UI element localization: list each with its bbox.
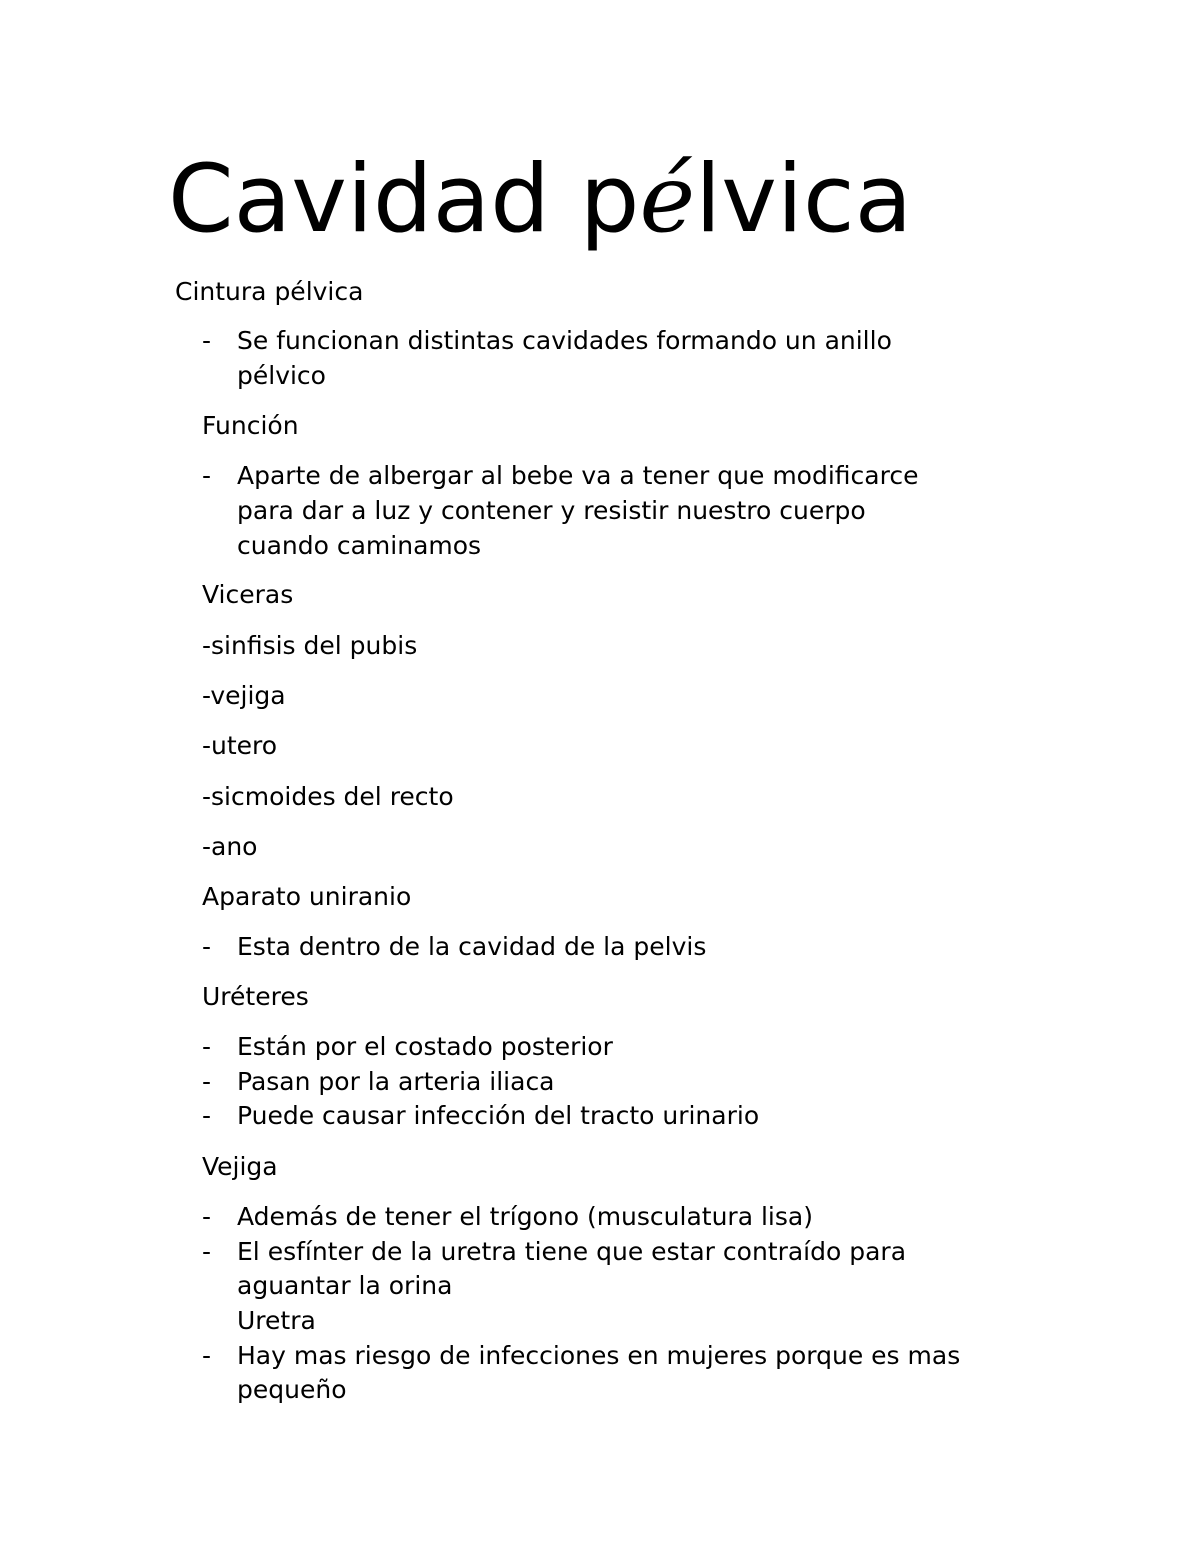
bullet-dash: - xyxy=(202,932,212,961)
list-item-line: Hay mas riesgo de infecciones en mujeres porque es mas xyxy=(237,1341,961,1370)
list-item-line: aguantar la orina xyxy=(237,1271,453,1300)
bullet-dash: - xyxy=(202,1067,212,1096)
list-item-line: cuando caminamos xyxy=(237,531,482,560)
section-heading-ureteres: Uréteres xyxy=(202,982,309,1011)
list-item-line: -sinfisis del pubis xyxy=(202,631,418,660)
section-heading-cintura: Cintura pélvica xyxy=(175,277,364,306)
section-heading-aparato: Aparato uniranio xyxy=(202,882,412,911)
bullet-dash: - xyxy=(202,1341,212,1370)
bullet-dash: - xyxy=(202,1202,212,1231)
list-item-line: Pasan por la arteria iliaca xyxy=(237,1067,555,1096)
bullet-dash: - xyxy=(202,1032,212,1061)
list-item-line: Están por el costado posterior xyxy=(237,1032,613,1061)
list-item-line: -vejiga xyxy=(202,681,286,710)
list-item-line: -utero xyxy=(202,731,278,760)
bullet-dash: - xyxy=(202,461,212,490)
list-item-line: para dar a luz y contener y resistir nuestro cuerpo xyxy=(237,496,866,525)
section-heading-funcion: Función xyxy=(202,411,299,440)
page-title: Cavidad pélvica xyxy=(168,145,913,254)
list-item-line: El esfínter de la uretra tiene que estar contraído para xyxy=(237,1237,907,1266)
bullet-dash: - xyxy=(202,1237,212,1266)
bullet-dash: - xyxy=(202,326,212,355)
list-item-line: Se funcionan distintas cavidades formando un anillo xyxy=(237,326,892,355)
list-item-line: -sicmoides del recto xyxy=(202,782,454,811)
list-item-line: Uretra xyxy=(237,1306,316,1335)
section-heading-viceras: Viceras xyxy=(202,580,294,609)
bullet-dash: - xyxy=(202,1101,212,1130)
list-item-line: -ano xyxy=(202,832,258,861)
section-heading-vejiga: Vejiga xyxy=(202,1152,278,1181)
list-item-line: pequeño xyxy=(237,1375,347,1404)
list-item-line: Esta dentro de la cavidad de la pelvis xyxy=(237,932,707,961)
list-item-line: Aparte de albergar al bebe va a tener que modificarce xyxy=(237,461,919,490)
list-item-line: Puede causar infección del tracto urinario xyxy=(237,1101,760,1130)
list-item-line: pélvico xyxy=(237,361,326,390)
list-item-line: Además de tener el trígono (musculatura lisa) xyxy=(237,1202,813,1231)
